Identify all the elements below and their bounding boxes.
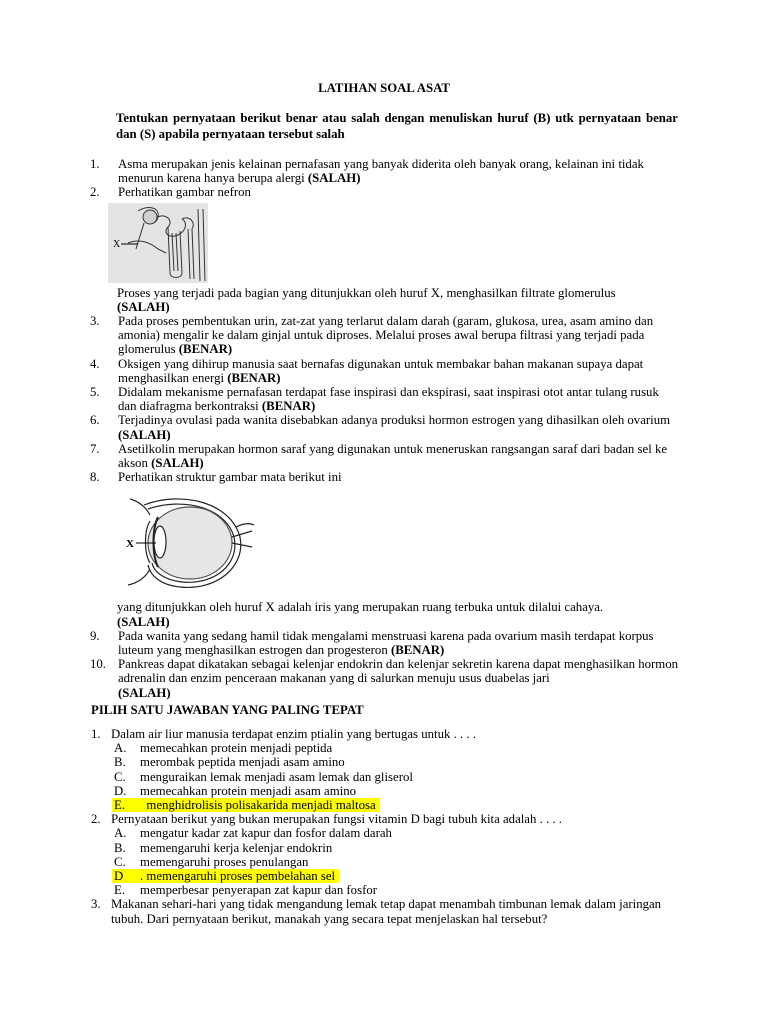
multiple-choice-section [0,727,768,926]
question-continuation [0,600,677,628]
question-number: 4. [90,356,100,371]
question-item [0,385,678,413]
question-text: Pankreas dapat dikatakan sebagai kelenjar endokrin dan kelenjar sekretin karena dapat menghasilkan hormon adrenalin dan enzim penceraan makanan yang di salurkan menuju usus duabelas jari [118,657,679,686]
question-number: 5. [90,385,100,400]
option-d-highlighted [0,869,768,883]
option-text: menguraikan lemak menjadi asam lemak dan gliserol [140,769,413,784]
question-item [0,413,678,441]
question-continuation [0,286,677,314]
question-number: 1. [90,157,100,171]
option-text: memengaruhi proses penulangan [140,854,309,869]
question-text: yang ditunjukkan oleh huruf X adalah iris yang merupakan ruang terbuka untuk dilalui cahaya. [117,600,604,615]
eye-figure [0,487,768,597]
question-item [0,157,678,185]
option-text: . memengaruhi proses pembelahan sel [140,869,336,884]
question-text: Asetilkolin merupakan hormon saraf yang digunakan untuk meneruskan rangsangan saraf dari badan sel ke akson [118,441,668,471]
question-text: Makanan sehari-hari yang tidak mengandung lemak tetap dapat menambah timbunan lemak dalam jaringan tubuh. Dari pernyataan berikut, manakah yang secara tepat menjelaskan hal tersebut? [111,897,662,926]
question-item [0,314,678,357]
question-number: 3. [90,314,100,329]
question-item [0,657,678,700]
answer-label: (BENAR) [390,643,445,658]
option-letter: A. [114,826,127,841]
option-text: memecahkan protein menjadi asam amino [140,783,357,798]
question-number: 6. [90,413,100,428]
nephron-figure [0,203,768,283]
question-text: Perhatikan struktur gambar mata berikut ini [118,470,342,485]
question-item [0,470,678,484]
option-letter: E. [114,798,126,813]
option-letter: B. [114,840,126,855]
answer-label: (BENAR) [227,370,281,385]
question-item [0,357,678,385]
option-letter: B. [114,755,126,770]
question-text: Oksigen yang dihirup manusia saat bernafas digunakan untuk membakar bahan makanan supaya dapat menghasilkan energi [118,356,644,385]
question-text: Terjadinya ovulasi pada wanita disebabkan adanya produksi hormon estrogen yang dihasilkan oleh ovarium [118,413,671,428]
answer-label: (SALAH) [118,685,171,700]
question-text: Pernyataan berikut yang bukan merupakan fungsi vitamin D bagi tubuh kita adalah . . . . [111,812,562,827]
question-number: 10. [90,657,106,672]
question-text: Dalam air liur manusia terdapat enzim ptialin yang bertugas untuk . . . . [111,727,476,741]
answer-label: (SALAH) [151,456,204,471]
question-item [0,812,681,826]
option-c [0,770,768,784]
question-number: 8. [90,470,100,485]
answer-label: (SALAH) [117,299,170,314]
question-number: 9. [90,628,100,643]
section-heading: PILIH SATU JAWABAN YANG PALING TEPAT [91,703,364,717]
option-b [0,755,768,769]
question-number: 2. [90,185,100,200]
page-title: LATIHAN SOAL ASAT [318,81,450,95]
option-e [0,883,768,897]
option-a [0,741,768,755]
question-text: Pada wanita yang sedang hamil tidak mengalami menstruasi karena pada ovarium masih terdapat korpus luteum yang menghasilkan estrogen dan progesteron [118,628,654,658]
question-text: Pada proses pembentukan urin, zat-zat yang terlarut dalam darah (garam, glukosa, urea, asam amino dan amonia) mengalir ke dalam ginjal untuk diproses. Melalui proses awal berupa filtrasi yang terjadi pada glomerulus [118,314,654,357]
answer-highlight [112,869,339,883]
option-text: memengaruhi kerja kelenjar endokrin [140,840,333,855]
option-text: memperbesar penyerapan zat kapur dan fosfor [140,883,377,898]
answer-label: (BENAR) [178,342,233,357]
answer-label: (SALAH) [117,614,170,629]
option-letter: D [114,869,124,884]
question-number: 7. [90,441,100,456]
figure-label: X [113,238,121,250]
option-letter: D. [114,783,127,798]
question-item [0,442,678,470]
option-e-highlighted [0,798,768,812]
option-c [0,855,768,869]
question-number: 1. [91,727,101,741]
question-number: 3. [91,897,101,912]
question-text: Perhatikan gambar nefron [118,185,251,200]
instructions: Tentukan pernyataan berikut benar atau salah dengan menuliskan huruf (B) utk pernyataan benar dan (S) apabila pernyataan tersebut salah [116,111,678,141]
question-item [0,185,678,199]
eye-illustration [120,487,256,597]
option-text: mengatur kadar zat kapur dan fosfor dalam darah [140,826,392,841]
question-text: Proses yang terjadi pada bagian yang ditunjukkan oleh huruf X, menghasilkan filtrate glomerulus [117,285,616,300]
figure-label: X [126,538,134,551]
question-number: 2. [91,812,101,827]
option-d [0,784,768,798]
option-a [0,826,768,840]
question-text: Asma merupakan jenis kelainan pernafasan yang banyak diderita oleh banyak orang, kelainan ini tidak menurun karena hanya berupa alergi [118,157,644,186]
option-text: merombak peptida menjadi asam amino [140,755,345,770]
option-letter: C. [114,769,126,784]
option-text: menghidrolisis polisakarida menjadi maltosa [146,798,376,813]
answer-label: (SALAH) [118,427,171,442]
answer-highlight [112,798,380,812]
option-letter: C. [114,854,126,869]
option-text: memecahkan protein menjadi peptida [140,741,333,756]
question-item [0,629,678,657]
answer-label: (SALAH) [307,171,361,186]
option-b [0,841,768,855]
answer-label: (BENAR) [261,399,316,414]
nephron-illustration [108,203,208,283]
question-item [0,897,681,925]
true-false-section [0,157,768,700]
option-letter: A. [114,741,127,756]
question-text: Didalam mekanisme pernafasan terdapat fase inspirasi dan ekspirasi, saat inspirasi otot antar tulang rusuk dan diafragma berkontraksi [118,385,659,414]
question-item [0,727,681,741]
option-letter: E. [114,883,126,898]
